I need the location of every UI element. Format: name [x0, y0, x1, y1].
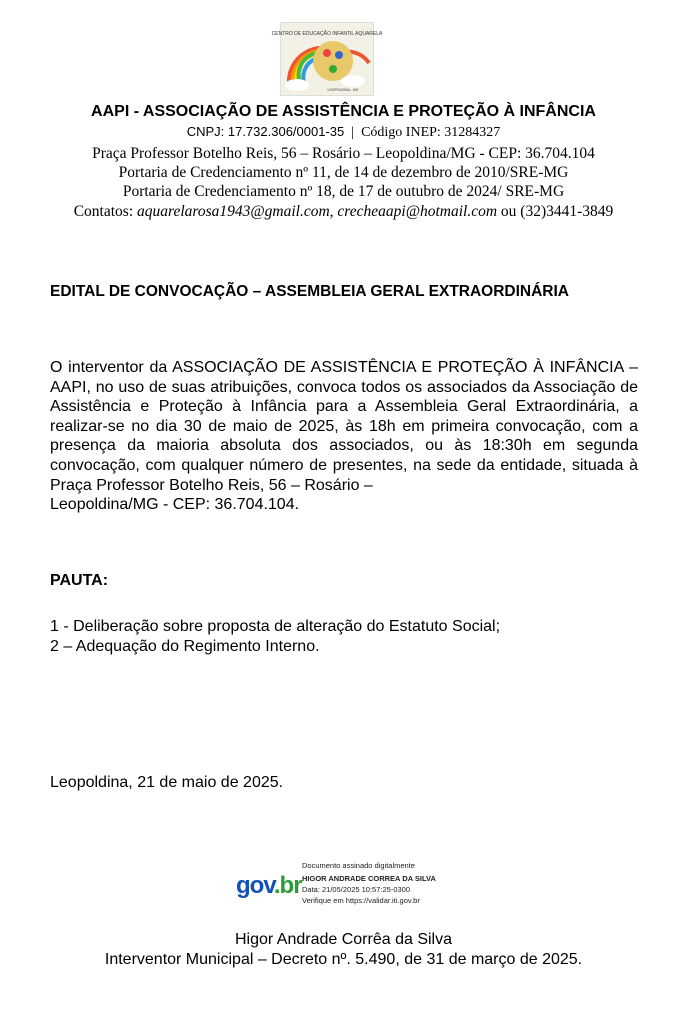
- govbr-logo: [236, 872, 302, 900]
- organization-title: AAPI - ASSOCIAÇÃO DE ASSISTÊNCIA E PROTEÇÃO À INFÂNCIA: [91, 103, 596, 120]
- br-text: .br: [273, 872, 302, 899]
- pauta-item: 1 - Deliberação sobre proposta de alteração do Estatuto Social;: [50, 618, 501, 635]
- address: Praça Professor Botelho Reis, 56 – Rosário – Leopoldina/MG - CEP: 36.704.104: [92, 145, 595, 162]
- body-paragraph: [50, 358, 638, 515]
- signer-name-stamp: HIGOR ANDRADE CORREA DA SILVA: [302, 874, 436, 883]
- email-link-1[interactable]: aquarelarosa1943@gmail.com: [137, 203, 330, 220]
- signer-name: Higor Andrade Corrêa da Silva: [234, 931, 452, 948]
- phone: ou (32)3441-3849: [500, 203, 614, 220]
- inep-code: Código INEP: 31284327: [361, 125, 501, 140]
- cnpj: CNPJ: 17.732.306/0001-35: [186, 124, 345, 139]
- svg-text:LEOPOLDINA - MG: LEOPOLDINA - MG: [327, 88, 359, 92]
- place-date: Leopoldina, 21 de maio de 2025.: [50, 774, 284, 791]
- comma: ,: [329, 203, 334, 220]
- edital-title: EDITAL DE CONVOCAÇÃO – ASSEMBLEIA GERAL EXTRAORDINÁRIA: [50, 283, 570, 300]
- body-text: O interventor da ASSOCIAÇÃO DE ASSISTÊNCIA E PROTEÇÃO À INFÂNCIA – AAPI, no uso de suas atribuições, convoca todos os associados da Associação de Assistência e Proteção à Infância para a Assembleia Geral Extraordinária, a realizar-se no dia 30 de maio de 2025, às 18h em primeira convocação, com a presença da maioria absoluta dos associados, ou às 18:30h em segunda convocação, com qualquer número de presentes, na sede da entidade, situada à Praça Professor Botelho Reis, 56 – Rosário –: [50, 359, 638, 494]
- contacts-label: Contatos:: [73, 203, 134, 220]
- verify-url: Verifique em https://validar.iti.gov.br: [302, 896, 420, 905]
- portaria-2: Portaria de Credenciamento nº 18, de 17 de outubro de 2024/ SRE-MG: [122, 183, 565, 200]
- svg-text:CENTRO DE EDUCAÇÃO INFANTIL AQ: CENTRO DE EDUCAÇÃO INFANTIL AQUARELA: [271, 31, 383, 37]
- signature-date: Data: 21/05/2025 10:57:25-0300: [302, 885, 411, 894]
- signed-label: Documento assinado digitalmente: [302, 861, 415, 870]
- contacts-line: [0, 203, 687, 221]
- cnpj-inep-line: [0, 124, 687, 141]
- signer-role: Interventor Municipal – Decreto nº. 5.490, de 31 de março de 2025.: [104, 951, 583, 968]
- body-text-end: Leopoldina/MG - CEP: 36.704.104.: [50, 496, 300, 514]
- gov-text: gov: [236, 872, 274, 899]
- portaria-1: Portaria de Credenciamento nº 11, de 14 de dezembro de 2010/SRE-MG: [118, 164, 569, 181]
- pauta-list: [50, 617, 500, 656]
- signature-details: [302, 860, 502, 906]
- email-link-2[interactable]: crecheaapi@hotmail.com: [337, 203, 498, 220]
- pauta-title: PAUTA:: [50, 572, 109, 589]
- pauta-item: 2 – Adequação do Regimento Interno.: [50, 637, 320, 655]
- separator: |: [351, 125, 355, 140]
- signer-block: [0, 930, 687, 970]
- school-logo: [271, 22, 383, 96]
